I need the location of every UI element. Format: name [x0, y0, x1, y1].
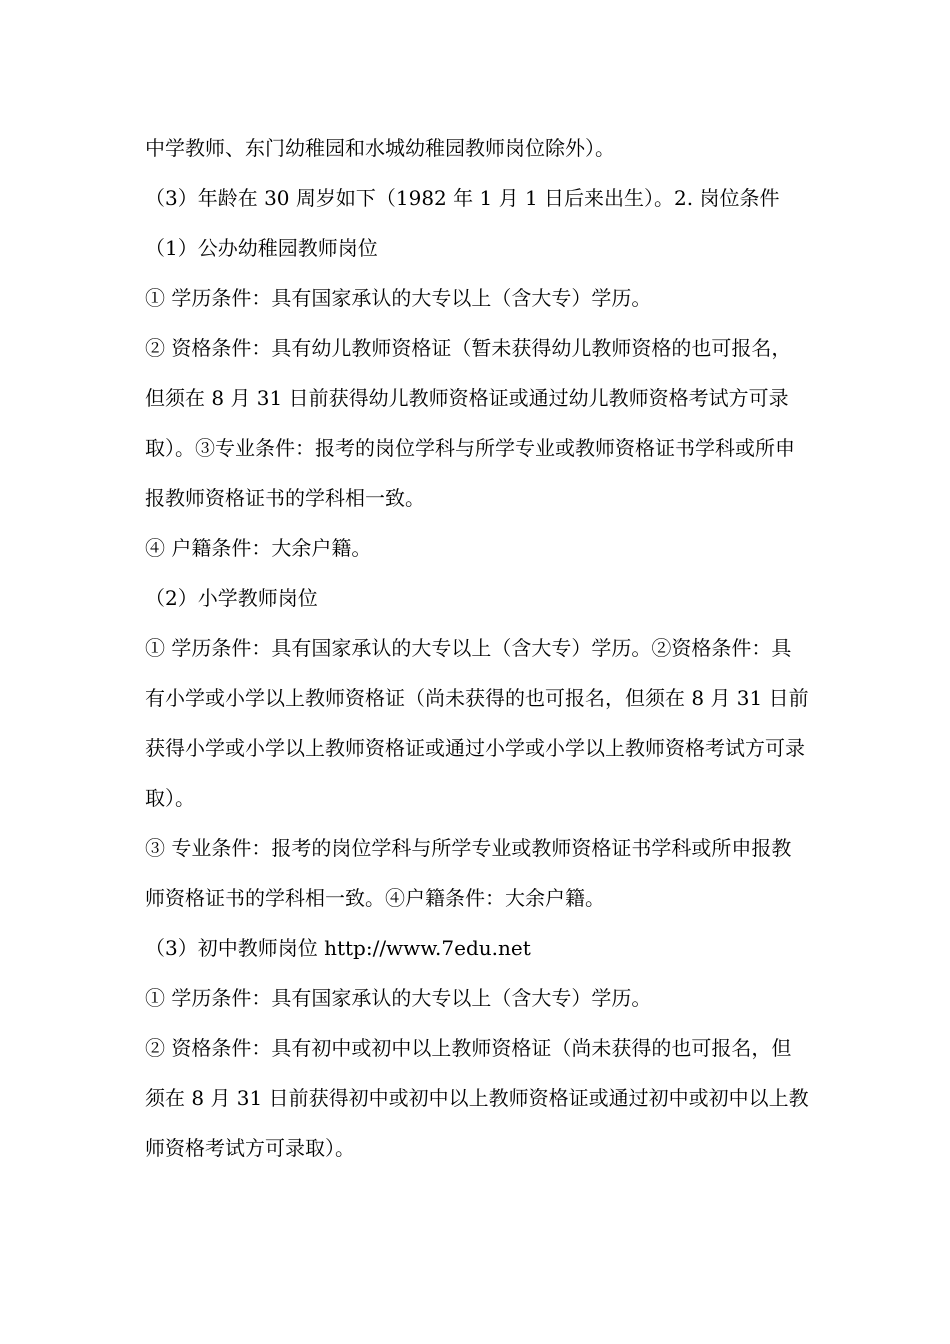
document-page [145, 123, 810, 1173]
paragraph-primary-education-qualification: ① 学历条件：具有国家承认的大专以上（含大专）学历。②资格条件：具有小学或小学以上教师资格证（尚未获得的也可报名，但须在 8 月 31 日前获得小学或小学以上教师资格证或通过小学或小学以上教师资格考试方可录取）。 [145, 636, 809, 810]
paragraph-junior-qualification: ② 资格条件：具有初中或初中以上教师资格证（尚未获得的也可报名，但须在 8 月 31 日前获得初中或初中以上教师资格证或通过初中或初中以上教师资格考试方可录取）。 [145, 1036, 809, 1160]
paragraph-junior-education: ① 学历条件：具有国家承认的大专以上（含大专）学历。 [145, 986, 652, 1010]
heading-junior-post: （3）初中教师岗位 http://www.7edu.net [145, 936, 531, 960]
heading-primary-post: （2）小学教师岗位 [145, 586, 318, 610]
paragraph-primary-major-residence: ③ 专业条件：报考的岗位学科与所学专业或教师资格证书学科或所申报教师资格证书的学科相一致。④户籍条件：大余户籍。 [145, 836, 792, 910]
paragraph-kg-education: ① 学历条件：具有国家承认的大专以上（含大专）学历。 [145, 286, 652, 310]
paragraph-continuation: 中学教师、东门幼稚园和水城幼稚园教师岗位除外）。 [145, 136, 615, 160]
heading-kindergarten-post: （1）公办幼稚园教师岗位 [145, 236, 378, 260]
paragraph-age-condition: （3）年龄在 30 周岁如下（1982 年 1 月 1 日后来出生）。2. 岗位条件 [145, 186, 780, 210]
paragraph-kg-qualification: ② 资格条件：具有幼儿教师资格证（暂未获得幼儿教师资格的也可报名，但须在 8 月 31 日前获得幼儿教师资格证或通过幼儿教师资格考试方可录取）。③专业条件：报考的岗位学科与所学专业或教师资格证书学科或所申报教师资格证书的学科相一致。 [145, 336, 795, 510]
paragraph-kg-residence: ④ 户籍条件：大余户籍。 [145, 536, 372, 560]
